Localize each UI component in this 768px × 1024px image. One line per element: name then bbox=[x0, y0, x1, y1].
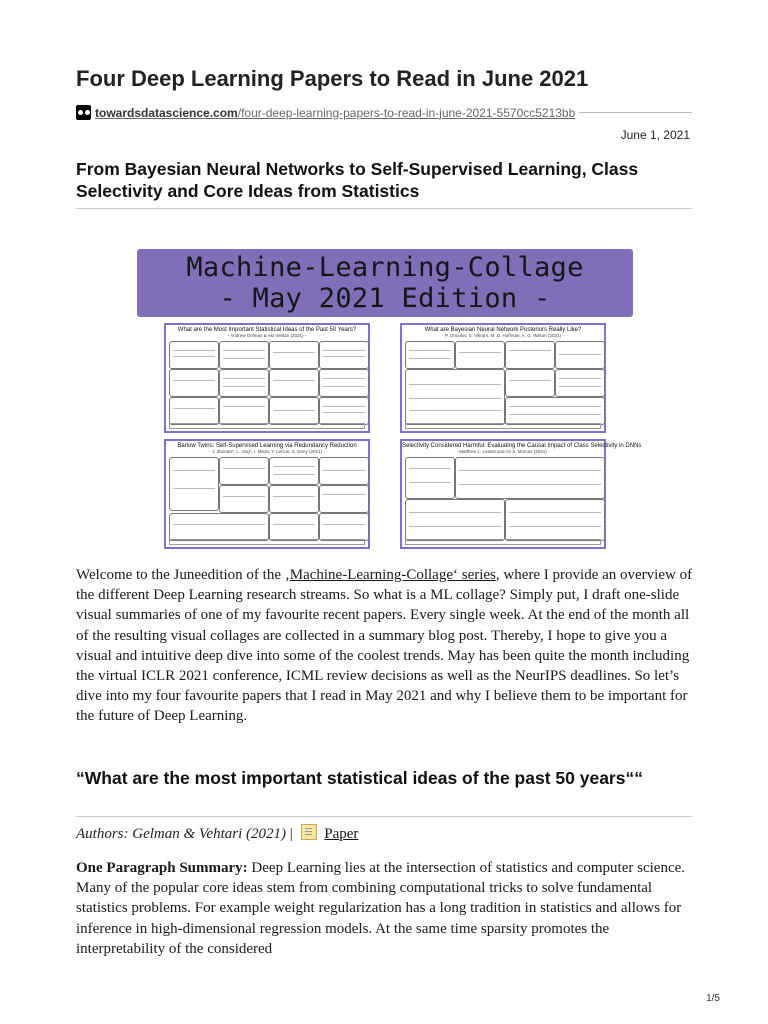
memo-icon bbox=[301, 824, 317, 840]
collage-slide-selectivity: Selectivity Considered Harmful: Evaluating the Causal Impact of Class Selectivity in DNNs - Matthew L. Leavitt and Ari S. Morcos (2021) - bbox=[400, 439, 606, 549]
paper-link[interactable]: Paper bbox=[324, 826, 359, 842]
publish-date: June 1, 2021 bbox=[620, 128, 690, 142]
series-link[interactable]: Machine-Learning-Collage‘ series bbox=[289, 567, 496, 583]
banner-line-2: - May 2021 Edition - bbox=[219, 283, 551, 314]
section-heading: “What are the most important statistical ideas of the past 50 years““ bbox=[76, 768, 643, 788]
collage-slide-statistics: What are the Most Important Statistical Ideas of the Past 50 Years? - Andrew Gelman & Aki Vehtari (2021) - bbox=[164, 323, 370, 433]
source-url[interactable]: towardsdatascience.com/four-deep-learning-papers-to-read-in-june-2021-5570cc5213bb bbox=[95, 105, 576, 120]
paragraph-summary: One Paragraph Summary: Deep Learning lies at the intersection of statistics and computer science. Many of the popular core ideas stem from combining computational tricks to solve fundamental statistics problems. For example weight regularization has a long tradition in statistics and allows for inference in high-dimensional regression models. At the same time sparsity promotes the interpretability of the considered bbox=[76, 860, 686, 957]
divider bbox=[76, 208, 692, 209]
medium-logo-icon bbox=[76, 105, 91, 120]
collage-banner bbox=[137, 249, 633, 317]
divider bbox=[76, 816, 692, 817]
page-number: 1/5 bbox=[706, 993, 720, 1004]
collage-slide-bnn-posteriors: What are Bayesian Neural Network Posteriors Really Like? - P. Izmailov, S. Vikram, M. D. Hoffman, A. G. Wilson (2021) - bbox=[400, 323, 606, 433]
divider bbox=[579, 112, 692, 113]
intro-paragraph: Welcome to the Juneedition of the ‚Machine-Learning-Collage‘ series, where I provide an overview of the different Deep Learning research streams. So what is a ML collage? Simply put, I draft one-slide visual summaries of one of my favourite recent papers. Every single week. At the end of the month all of the resulting visual collages are collected in a summary blog post. Thereby, I hope to give you a visual and intuitive deep dive into some of the coolest trends. May has been quite the month including the virtual ICLR 2021 conference, ICML review decisions as well as the NeurIPS deadlines. So let’s dive into my four favourite papers that I read in May 2021 and why I believe them to be important for the future of Deep Learning. bbox=[76, 567, 693, 725]
paper-authors-line: Authors: Gelman & Vehtari (2021) | Paper bbox=[76, 826, 359, 842]
page-title: Four Deep Learning Papers to Read in June 2021 bbox=[76, 66, 589, 91]
summary-label: One Paragraph Summary: bbox=[76, 860, 248, 876]
banner-line-1: Machine-Learning-Collage bbox=[186, 252, 584, 283]
article-subtitle: From Bayesian Neural Networks to Self-Supervised Learning, Class Selectivity and Core Ideas from Statistics bbox=[76, 159, 639, 201]
source-link-row[interactable] bbox=[76, 105, 692, 120]
collage-slide-barlow-twins: Barlow Twins: Self-Supervised Learning via Redundancy Reduction - J. Zbontar*, L. Jing*, I. Misra, Y. LeCun, S. Deny (2021) - bbox=[164, 439, 370, 549]
paper-authors: Authors: Gelman & Vehtari (2021) bbox=[76, 826, 286, 842]
